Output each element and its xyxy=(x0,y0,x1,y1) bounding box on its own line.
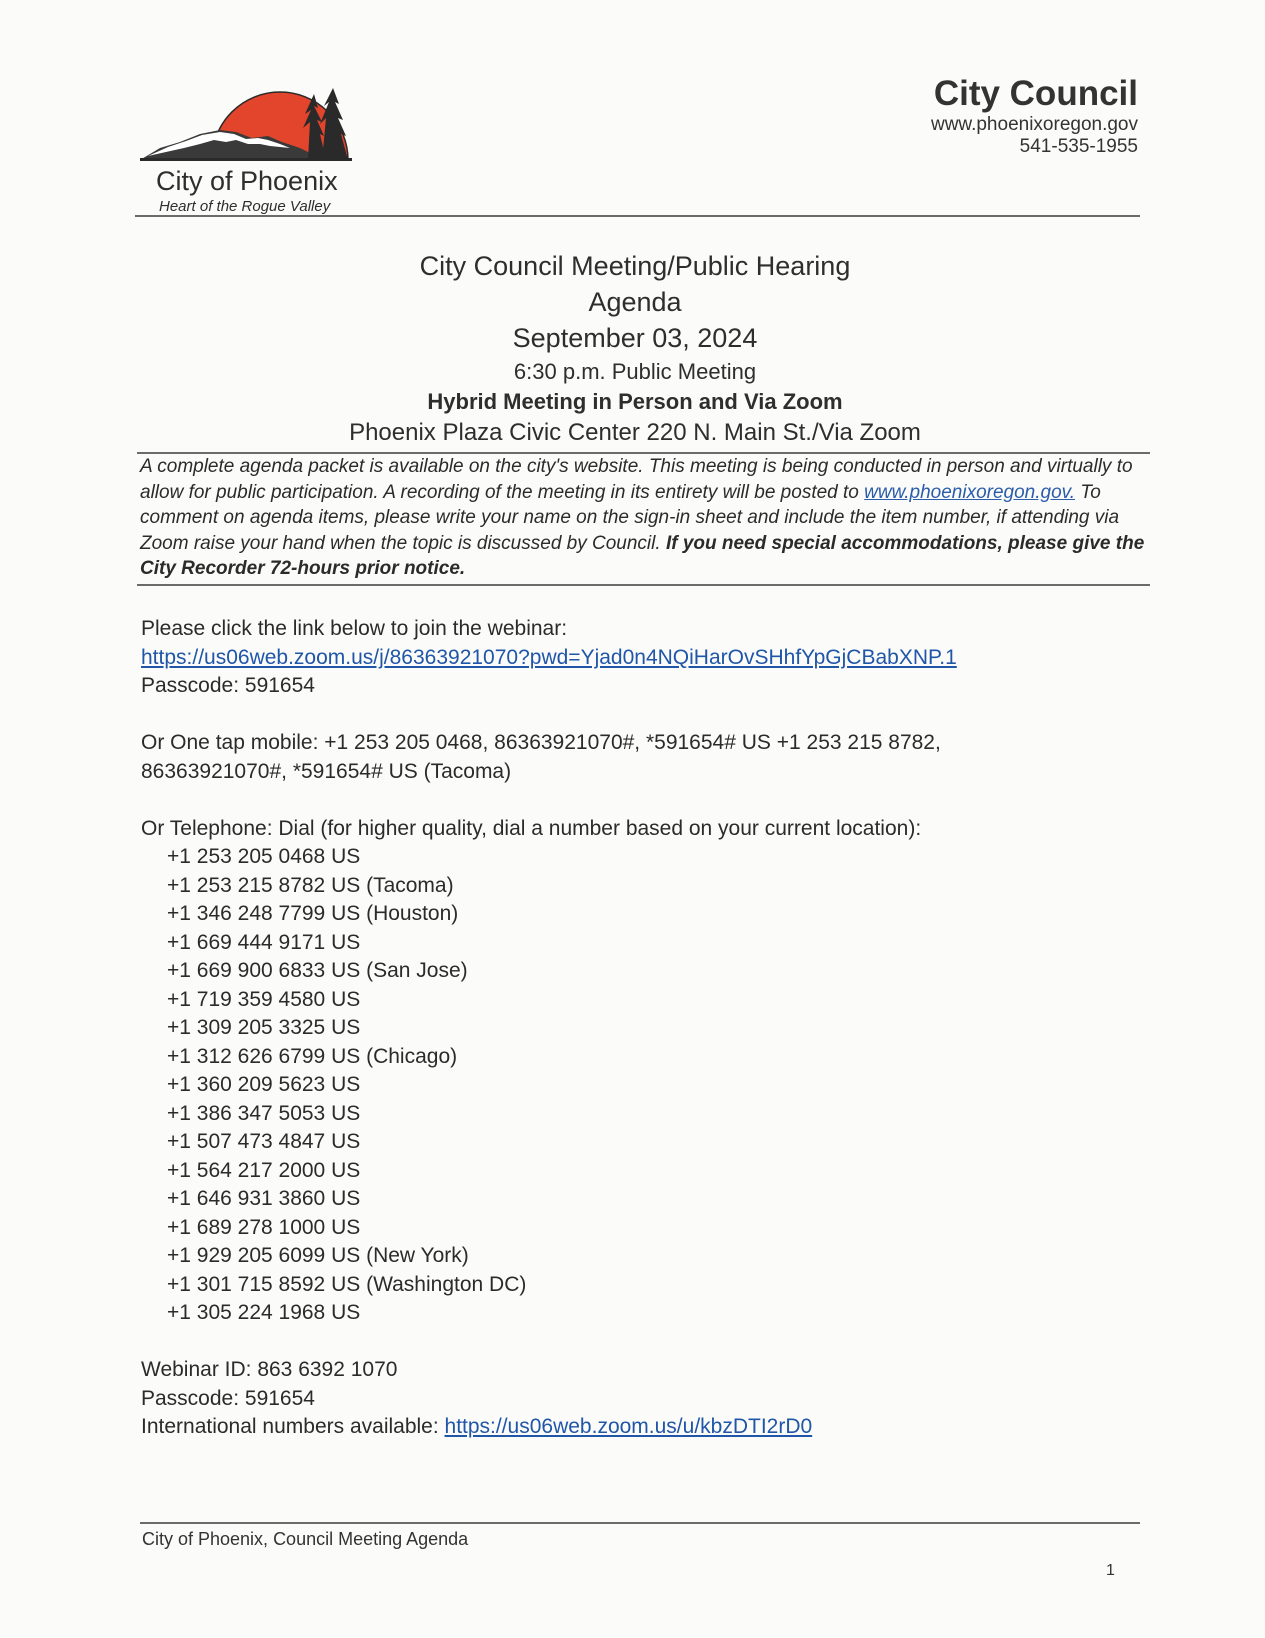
header-contact xyxy=(931,74,1138,158)
phone-number: +1 312 626 6799 US (Chicago) xyxy=(167,1044,458,1068)
notice-bottom-divider xyxy=(137,584,1150,586)
footer-title: City of Phoenix, Council Meeting Agenda xyxy=(142,1529,469,1549)
sun-mountain-trees-icon xyxy=(140,72,370,167)
phone-number: +1 346 248 7799 US (Houston) xyxy=(167,902,459,925)
footer-divider xyxy=(140,1522,1140,1524)
international-label: International numbers available: xyxy=(141,1415,445,1438)
international-numbers-link[interactable]: https://us06web.zoom.us/u/kbzDTI2rD0 xyxy=(444,1415,813,1438)
agenda-label: Agenda xyxy=(588,287,682,317)
webinar-id: Webinar ID: 863 6392 1070 xyxy=(141,1358,398,1381)
meeting-location: Phoenix Plaza Civic Center 220 N. Main St./Via Zoom xyxy=(349,419,921,446)
telephone-intro: Or Telephone: Dial (for higher quality, dial a number based on your current location): xyxy=(141,816,922,840)
passcode: Passcode: 591654 xyxy=(141,674,315,697)
phone-number: +1 669 900 6833 US (San Jose) xyxy=(167,959,468,982)
logo-city-name: City of Phoenix xyxy=(156,166,338,196)
phone-number-list xyxy=(141,843,1141,1328)
website-link[interactable]: www.phoenixoregon.gov. xyxy=(864,481,1076,503)
logo-tagline: Heart of the Rogue Valley xyxy=(159,198,331,215)
phone-number: +1 253 215 8782 US (Tacoma) xyxy=(167,873,454,897)
meeting-title: City Council Meeting/Public Hearing xyxy=(419,251,851,281)
agenda-title-block xyxy=(130,248,1140,449)
phone-number: +1 309 205 3325 US xyxy=(167,1016,361,1039)
city-logo xyxy=(140,72,370,222)
one-tap-mobile-line2: 86363921070#, *591654# US (Tacoma) xyxy=(141,759,512,783)
meeting-format: Hybrid Meeting in Person and Via Zoom xyxy=(427,389,843,414)
phone-number: +1 646 931 3860 US xyxy=(167,1187,361,1210)
webinar-join-link[interactable]: https://us06web.zoom.us/j/86363921070?pwd=Yjad0n4NQiHarOvSHhfYpGjCBabXNP.1 xyxy=(141,645,957,669)
phone-number: +1 507 473 4847 US xyxy=(167,1130,361,1153)
phone-number: +1 719 359 4580 US xyxy=(167,987,361,1011)
phone-number: +1 929 205 6099 US (New York) xyxy=(167,1244,469,1267)
one-tap-mobile-line1: Or One tap mobile: +1 253 205 0468, 86363921070#, *591654# US +1 253 215 8782, xyxy=(141,731,941,754)
phone-number: +1 305 224 1968 US xyxy=(167,1301,361,1324)
webinar-details xyxy=(141,615,1141,1442)
header-divider xyxy=(135,215,1140,217)
notice-text-2: To comment on agenda items, please write your name on the sign-in sheet and include the item number, if attending via Zoom raise your hand when the topic is discussed by Council. xyxy=(140,481,1120,554)
public-notice xyxy=(140,454,1150,582)
meeting-time: 6:30 p.m. Public Meeting xyxy=(513,359,757,384)
page-number: 1 xyxy=(1106,1562,1115,1579)
phone-number: +1 301 715 8592 US (Washington DC) xyxy=(167,1272,527,1296)
phone-number: +1 360 209 5623 US xyxy=(167,1073,361,1096)
header-website: www.phoenixoregon.gov xyxy=(930,114,1138,135)
department-title: City Council xyxy=(933,74,1138,113)
meeting-date: September 03, 2024 xyxy=(512,323,758,353)
phone-number: +1 669 444 9171 US xyxy=(167,930,361,954)
phone-number: +1 386 347 5053 US xyxy=(167,1101,361,1125)
notice-text-1: A complete agenda packet is available on the city's website. This meeting is being conducted in person and virtually to allow for public participation. A recording of the meeting in its entirety will be posted to xyxy=(140,456,1133,503)
webinar-intro: Please click the link below to join the webinar: xyxy=(141,617,568,640)
phone-number: +1 689 278 1000 US xyxy=(167,1215,361,1239)
phone-number: +1 564 217 2000 US xyxy=(167,1158,361,1182)
phone-number: +1 253 205 0468 US xyxy=(167,845,361,868)
accommodations-notice: If you need special accommodations, please give the City Recorder 72-hours prior notice. xyxy=(140,532,1145,579)
passcode-repeat: Passcode: 591654 xyxy=(141,1386,315,1410)
header-phone: 541-535-1955 xyxy=(1019,136,1138,157)
